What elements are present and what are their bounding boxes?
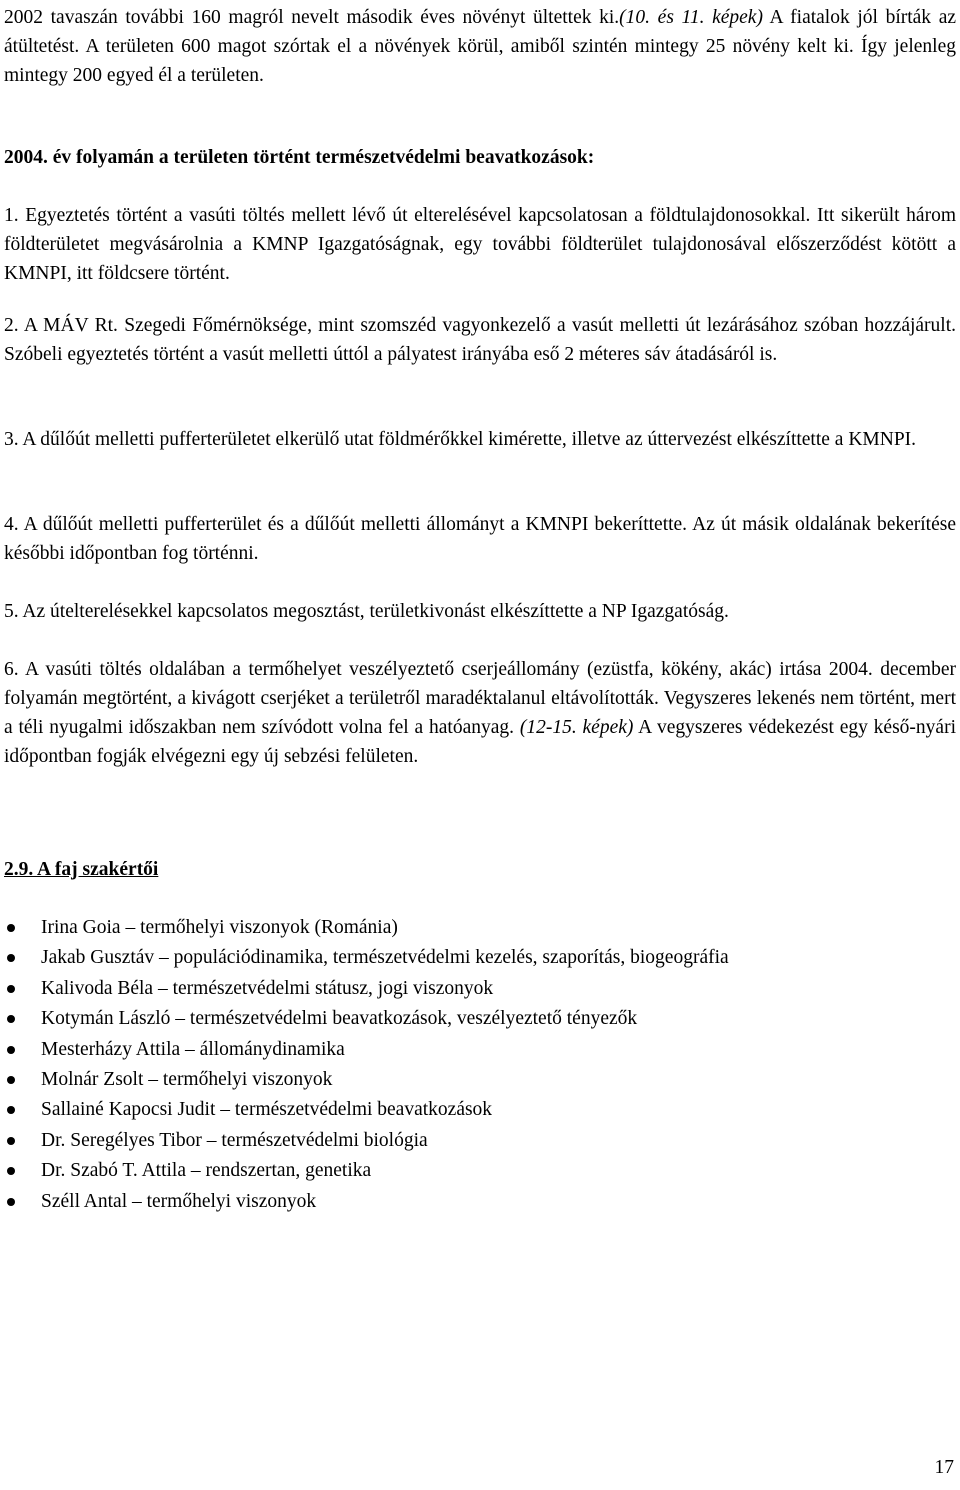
bullet-icon (7, 924, 15, 932)
item-6-image-ref: (12-15. képek) (519, 717, 634, 738)
bullet-icon (7, 985, 15, 993)
expert-item (4, 1004, 956, 1034)
bullet-icon (7, 1137, 15, 1145)
intro-text-2: A fiatalok jól bírták az átültetést. A területen 600 magot szórtak el a növények körül, amiből szintén mintegy 25 növény kelt ki. Így jelenleg mintegy 200 egyed él a területen. (4, 7, 956, 86)
intro-text-1: 2002 tavaszán további 160 magról nevelt második éves növényt ültettek ki. (4, 7, 620, 28)
intervention-item-2: 2. A MÁV Rt. Szegedi Főmérnöksége, mint szomszéd vagyonkezelő a vasút melletti út lezárásához szóban hozzájárult. Szóbeli egyeztetés történt a vasút melletti úttól a pályatest irányába eső 2 méteres sáv átadásáról is. (4, 315, 956, 365)
intro-image-ref: (10. és 11. képek) (619, 7, 763, 28)
intro-paragraph (4, 3, 956, 90)
expert-text: Mesterházy Attila – állománydinamika (41, 1038, 345, 1060)
bullet-icon (7, 1198, 15, 1206)
expert-text: Kotymán László – természetvédelmi beavatkozások, veszélyeztető tényezők (41, 1008, 638, 1030)
expert-item (4, 1156, 956, 1186)
item-6-text-1: 6. A vasúti töltés oldalában a termőhelyet veszélyeztető cserjeállomány (ezüstfa, kökény, akác) irtása 2004. december folyamán megtörtént, a kivágott cserjéket a területről maradéktalanul eltávolították. Vegyszeres lekenés nem történt, mert a téli nyugalmi időszakban nem szívódott volna fel a hatóanyag. (4, 659, 956, 738)
expert-text: Molnár Zsolt – termőhelyi viszonyok (41, 1068, 333, 1090)
intervention-item-1: 1. Egyeztetés történt a vasúti töltés mellett lévő út elterelésével kapcsolatosan a földtulajdonosokkal. Itt sikerült három földterületet megvásárolnia a KMNP Igazgatóságnak, egy további földterület tulajdonosával előszerződést kötött a KMNPI, itt földcsere történt. (4, 205, 956, 284)
expert-text: Jakab Gusztáv – populációdinamika, természetvédelmi kezelés, szaporítás, biogeográfia (41, 947, 729, 969)
bullet-icon (7, 954, 15, 962)
intervention-item-3: 3. A dűlőút melletti pufferterületet elkerülő utat földmérőkkel kimérette, illetve az úttervezést elkészíttette a KMNPI. (4, 429, 917, 450)
expert-item (4, 1035, 956, 1065)
bullet-icon (7, 1046, 15, 1054)
bullet-icon (7, 1076, 15, 1084)
bullet-icon (7, 1106, 15, 1114)
expert-text: Dr. Szabó T. Attila – rendszertan, genetika (41, 1160, 372, 1182)
intervention-item-6 (4, 655, 956, 771)
intervention-item-5: 5. Az útelterelésekkel kapcsolatos megosztást, területkivonást elkészíttette a NP Igazgatóság. (4, 601, 729, 622)
expert-item (4, 974, 956, 1004)
expert-text: Dr. Seregélyes Tibor – természetvédelmi biológia (41, 1129, 428, 1151)
item-6-text-2: A vegyszeres védekezést egy késő-nyári időpontban fogják elvégezni egy új sebzési felületen. (4, 717, 956, 767)
expert-item (4, 943, 956, 973)
expert-text: Széll Antal – termőhelyi viszonyok (41, 1190, 317, 1212)
expert-item (4, 913, 956, 943)
experts-list (4, 913, 956, 1217)
expert-text: Kalivoda Béla – természetvédelmi státusz, jogi viszonyok (41, 977, 494, 999)
bullet-icon (7, 1167, 15, 1175)
expert-item (4, 1126, 956, 1156)
expert-text: Sallainé Kapocsi Judit – természetvédelmi beavatkozások (41, 1099, 493, 1121)
bullet-icon (7, 1015, 15, 1023)
interventions-heading: 2004. év folyamán a területen történt természetvédelmi beavatkozások: (4, 147, 595, 168)
expert-item (4, 1065, 956, 1095)
section-title: 2.9. A faj szakértői (4, 859, 159, 880)
intervention-item-4: 4. A dűlőút melletti pufferterület és a dűlőút melletti állományt a KMNPI bekeríttette. Az út másik oldalának bekerítése későbbi időpontban fog történni. (4, 514, 956, 564)
page-number: 17 (934, 1457, 954, 1478)
expert-item (4, 1095, 956, 1125)
expert-item (4, 1187, 956, 1217)
expert-text: Irina Goia – termőhelyi viszonyok (Románia) (41, 917, 398, 938)
